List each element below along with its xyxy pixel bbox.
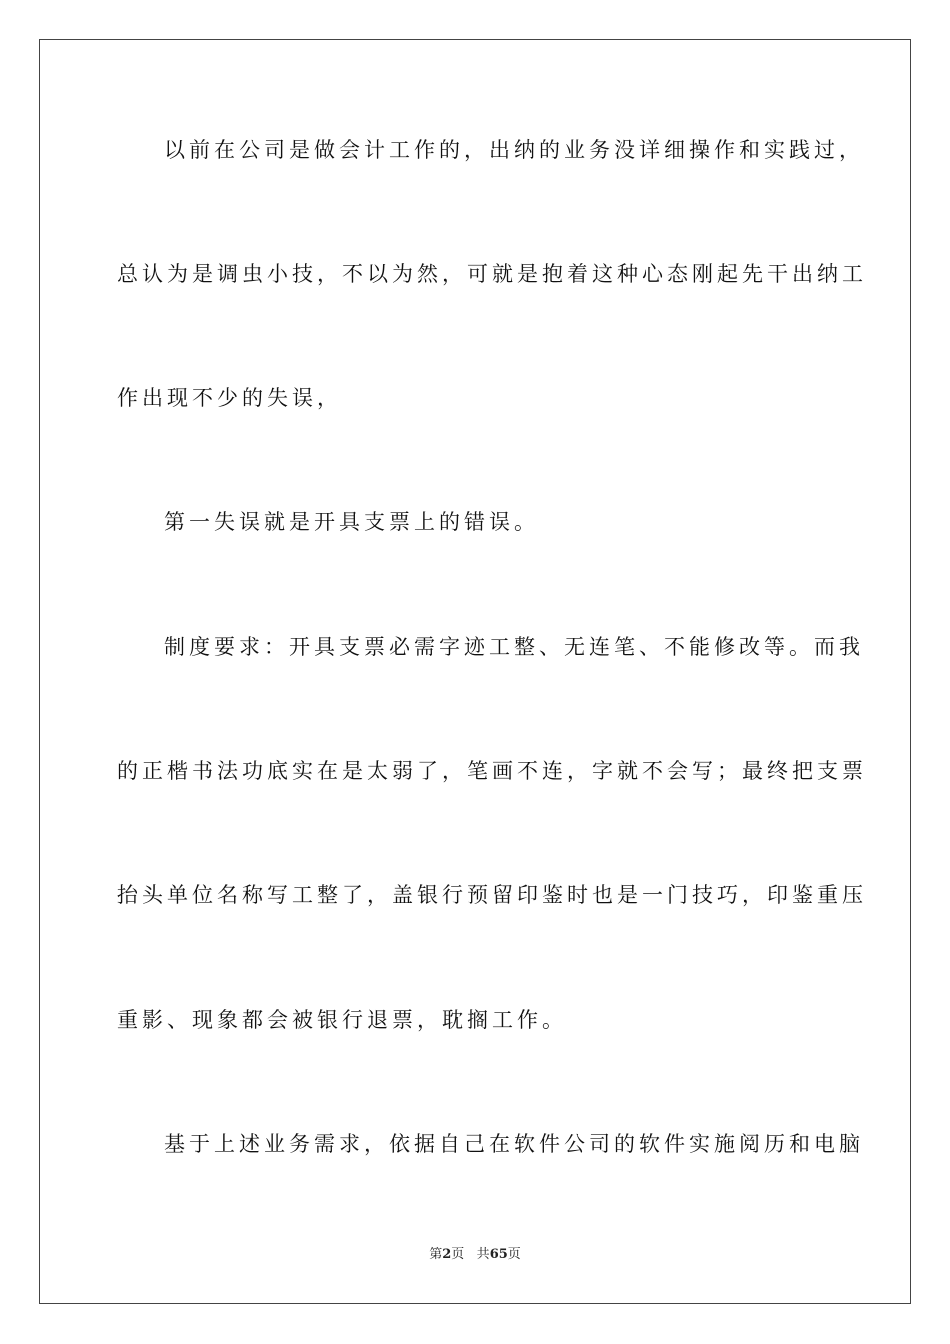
text-line: 重影、现象都会被银行退票，耽搁工作。 bbox=[117, 1008, 567, 1032]
text-line: 抬头单位名称写工整了，盖银行预留印鉴时也是一门技巧，印鉴重压 bbox=[117, 883, 867, 907]
total-prefix: 共 bbox=[476, 1247, 490, 1262]
text-line: 的正楷书法功底实在是太弱了，笔画不连，字就不会写；最终把支票 bbox=[117, 759, 867, 783]
text-line: 基于上述业务需求，依据自己在软件公司的软件实施阅历和电脑 bbox=[164, 1132, 864, 1156]
text-line: 制度要求：开具支票必需字迹工整、无连笔、不能修改等。而我 bbox=[164, 635, 864, 659]
text-line: 作出现不少的失误， bbox=[117, 386, 342, 410]
page-suffix: 页 bbox=[451, 1247, 465, 1262]
page-footer bbox=[0, 1246, 950, 1264]
text-line: 第一失误就是开具支票上的错误。 bbox=[164, 510, 539, 534]
text-line: 总认为是调虫小技，不以为然，可就是抱着这种心态刚起先干出纳工 bbox=[117, 262, 867, 286]
page-border bbox=[39, 39, 911, 1304]
page-prefix: 第 bbox=[429, 1247, 443, 1262]
page-number: 2 bbox=[442, 1247, 452, 1262]
text-line: 以前在公司是做会计工作的，出纳的业务没详细操作和实践过， bbox=[164, 138, 864, 162]
total-suffix: 页 bbox=[507, 1247, 521, 1262]
total-pages: 65 bbox=[489, 1247, 508, 1262]
